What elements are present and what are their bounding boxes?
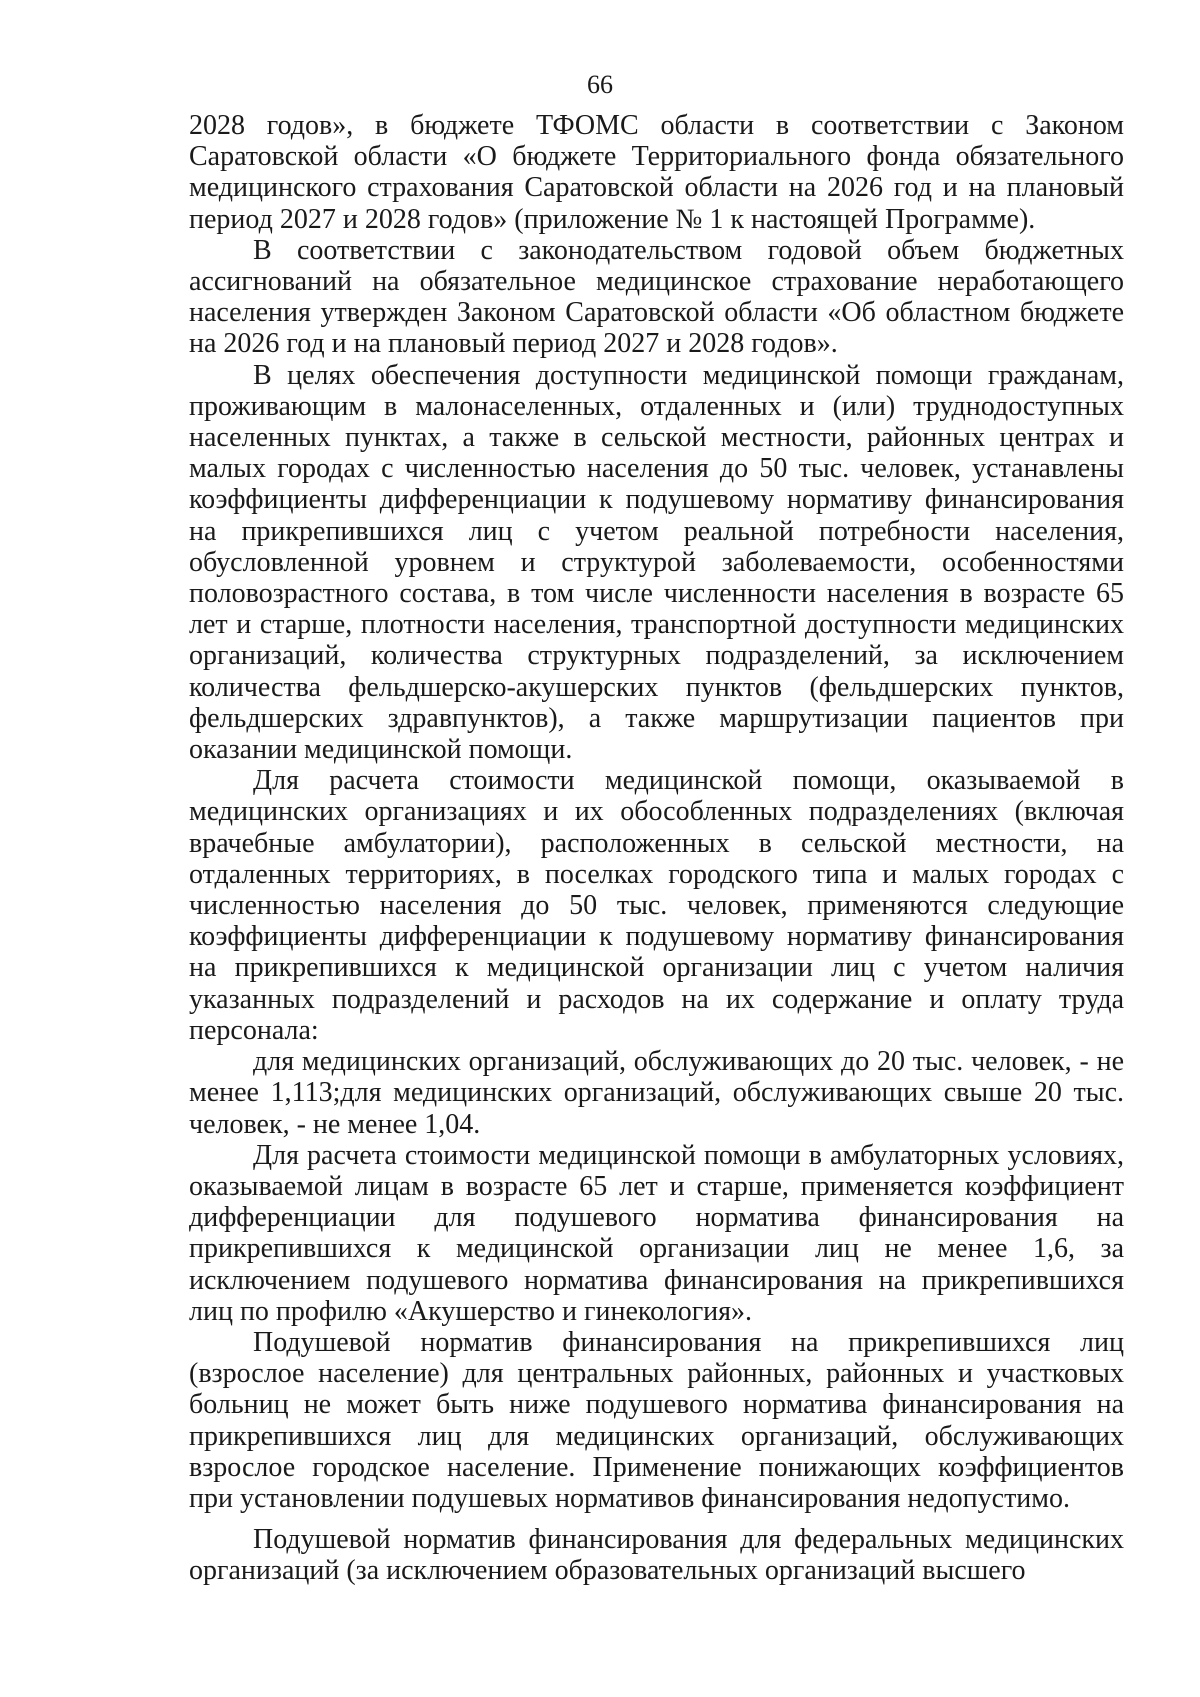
paragraph-adult-population-norm: Подушевой норматив финансирования на прикрепившихся лиц (взрослое население) для центральных районных, районных и участковых больниц не может быть ниже подушевого норматива финансирования на прикрепившихся лиц для медицинских организаций, обслуживающих взрослое городское население. Применение понижающих коэффициентов при установлении подушевых нормативов финансирования недопустимо. — [189, 1326, 1124, 1514]
document-body — [189, 110, 1124, 1587]
paragraph-accessibility-coefficients: В целях обеспечения доступности медицинской помощи гражданам, проживающим в малонаселенных, отдаленных и (или) труднодоступных населенных пунктах, а также в сельской местности, районных центрах и малых городах с численностью населения до 50 тыс. человек, устанавлены коэффициенты дифференциации к подушевому нормативу финансирования на прикрепившихся лиц с учетом реальной потребности населения, обусловленной уровнем и структурой заболеваемости, особенностями половозрастного состава, в том числе численности населения в возрасте 65 лет и старше, плотности населения, транспортной доступности медицинских организаций, количества структурных подразделений, за исключением количества фельдшерско-акушерских пунктов (фельдшерских пунктов, фельдшерских здравпунктов), а также маршрутизации пациентов при оказании медицинской помощи. — [189, 359, 1124, 766]
paragraph-coefficient-values: для медицинских организаций, обслуживающих до 20 тыс. человек, - не менее 1,113;для медицинских организаций, обслуживающих свыше 20 тыс. человек, - не менее 1,04. — [189, 1046, 1124, 1140]
paragraph-budget-tfoms: 2028 годов», в бюджете ТФОМС области в соответствии с Законом Саратовской области «О бюджете Территориального фонда обязательного медицинского страхования Саратовской области на 2026 год и на плановый период 2027 и 2028 годов» (приложение № 1 к настоящей Программе). — [189, 110, 1124, 235]
paragraph-budget-allocations: В соответствии с законодательством годовой объем бюджетных ассигнований на обязательное медицинское страхование неработающего населения утвержден Законом Саратовской области «Об областном бюджете на 2026 год и на плановый период 2027 и 2028 годов». — [189, 234, 1124, 360]
page-number: 66 — [587, 70, 613, 99]
paragraph-elderly-coefficient: Для расчета стоимости медицинской помощи в амбулаторных условиях, оказываемой лицам в возрасте 65 лет и старше, применяется коэффициент дифференциации для подушевого норматива финансирования на прикрепившихся к медицинской организации лиц не менее 1,6, за исключением подушевого норматива финансирования на прикрепившихся лиц по профилю «Акушерство и гинекология». — [189, 1139, 1124, 1327]
paragraph-federal-organizations: Подушевой норматив финансирования для федеральных медицинских организаций (за исключением образовательных организаций высшего — [189, 1524, 1124, 1587]
paragraph-rural-cost-calculation: Для расчета стоимости медицинской помощи, оказываемой в медицинских организациях и их обособленных подразделениях (включая врачебные амбулатории), расположенных в сельской местности, на отдаленных территориях, в поселках городского типа и малых городах с численностью населения до 50 тыс. человек, применяются следующие коэффициенты дифференциации к подушевому нормативу финансирования на прикрепившихся к медицинской организации лиц с учетом наличия указанных подразделений и расходов на их содержание и оплату труда персонала: — [189, 765, 1124, 1046]
